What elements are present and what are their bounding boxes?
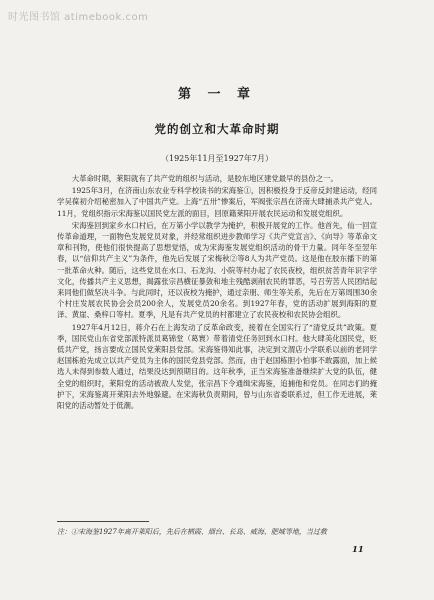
paragraph: 宋海鉴回到家乡水口村后，在万第小学以教学为掩护，积极开展党的工作。他首先，仙一回宣传革命道理，一面物色发展党员对象，并经常组织进步教师学习《共产党宣言》、《向导》等革命文章和刊物，使他们很快提高了思想觉悟，成为宋海鉴发展党组织活动的骨干力量。同年冬至翌年春，以“信仰共产主义”为条件，他先后发展了宋梅秋②等8人为共产党员。这是他在胶东播下的第一批革命火种。随后，这些党员在水口、石龙沟、小院等村办起了农民夜校，组织贫苦青年识字学文化，传播共产主义思想，揭露张宗昌横征暴敛和地主残酷剥削农民的罪恶，号召劳苦人民团结起来同他们做坚决斗争。与此同时，还以夜校为掩护，通过亲朋、师生等关系，先后在万第周围30余个村庄发展农民协会会员200余人，发展党员20余名。到1927年春，党的活动扩展到海阳的夏泽、黄崖、桑梓口等村。夏季，凡是有共产党员的村都建立了农民夜校和农民协会组织。 bbox=[57, 220, 377, 320]
watermark: 时光图书馆 atimebook.com bbox=[8, 12, 149, 23]
paragraph: 1927年4月12日，蒋介石在上海发动了反革命政变，接着在全国实行了“清党反共”政策。夏季，国民党山东省党部派特派员葛锦堂（葛寰）带着清党任务回到水口村。他大肆美化国民党，贬低共产党，扬言要成立国民党莱阳县党部。宋海鉴得知此事，决定到文渭店小学联系以前的老同学赵国栋抢先成立以共产党员为主体的国民党县党部。然而，由于赵国栋胆小怕事不敢露面，加上候选人未得到参数人通过，结果没达到预期目的。这年秋季，正当宋海鉴准备继续扩大党的队伍，健全党的组织时，莱阳党的活动被敌人发觉，张宗昌下令通缉宋海鉴，追捕他和党员。在同志们的掩护下，宋海鉴离开莱阳去外地躲避。在宋海秋负责期间，曾与山东省委联系过，但工作无进展，莱阳党的活动暂处于低潮。 bbox=[57, 322, 377, 411]
chapter-title: 党的创立和大革命时期 bbox=[154, 122, 280, 136]
paragraph: 大革命时期，莱阳就有了共产党的组织与活动，是胶东地区建党最早的县份之一。 bbox=[71, 174, 338, 183]
chapter-subtitle: （1925年11月至1927年7月） bbox=[161, 154, 273, 163]
footnote-divider bbox=[57, 521, 149, 522]
paragraph: 1925年3月，在济南山东农业专科学校读书的宋海鉴①，因积极投身于反帝反封建运动，经同学吴葆初介绍秘密加入了中国共产党。上海“五卅”惨案后，军阀张宗昌在济南大肆捕杀共产党人。11月，党组织指示宋海鉴以国民党左派的面目，回原籍莱阳开展农民运动和发展党组织。 bbox=[57, 186, 377, 218]
footnote: 注：①宋海鉴1927年离开莱阳后，先后在栖霞、烟台、长岛、威海、肥城等地，当过教 bbox=[57, 528, 327, 536]
chapter-heading: 第 一 章 bbox=[177, 87, 257, 102]
page-number: 11 bbox=[352, 545, 364, 555]
body-text bbox=[57, 173, 377, 412]
